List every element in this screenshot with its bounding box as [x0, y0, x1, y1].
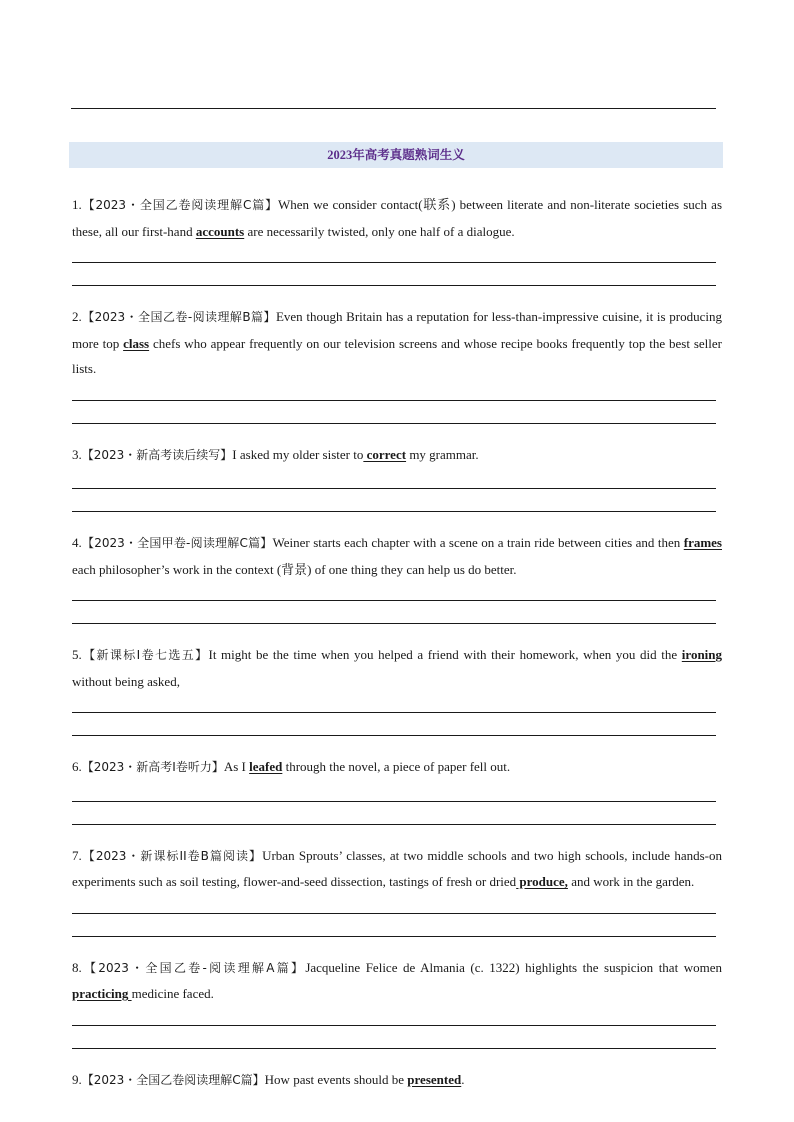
sentence-after: and work in the garden. [567, 874, 695, 889]
question-number: 7. [72, 847, 82, 863]
sentence-before: Even though Britain has a reputation for less-than-impressive cuisine, it is producing more top [72, 309, 722, 351]
answer-line[interactable] [72, 936, 716, 937]
question-text [72, 304, 722, 382]
question-item-5 [72, 642, 722, 736]
top-divider [71, 108, 716, 109]
question-text [72, 843, 722, 895]
answer-line[interactable] [72, 488, 716, 489]
sentence-before: When we consider contact(联系) between literate and non-literate societies such as these, all our first-hand [72, 197, 723, 239]
question-number: 3. [72, 446, 82, 462]
question-source: 【2023・全国乙卷-阅读理解B篇】 [81, 310, 276, 324]
keyword: accounts [195, 223, 245, 239]
question-source: 【2023・新高考I卷听力】 [81, 760, 224, 774]
sentence-after: my grammar. [406, 446, 479, 462]
question-item-6 [72, 754, 722, 825]
question-text [72, 754, 722, 781]
page-title: 2023年高考真题熟词生义 [69, 142, 723, 168]
question-source: 【新课标I卷七选五】 [81, 648, 209, 662]
sentence-before: Urban Sprouts’ classes, at two middle schools and two high schools, include hands-on experiments such as soil testing, flower-and-seed dissection, tastings of fresh or dried [72, 847, 722, 889]
question-source: 【2023・新课标II卷B篇阅读】 [81, 848, 263, 863]
question-source: 【2023・新高考读后续写】 [81, 447, 233, 462]
question-number: 4. [72, 535, 82, 550]
answer-line[interactable] [72, 1025, 716, 1026]
answer-line[interactable] [72, 712, 716, 713]
question-item-4 [72, 530, 722, 624]
sentence-after: each philosopher’s work in the context (背景) of one thing they can help us do better. [72, 561, 517, 577]
question-item-2 [72, 304, 722, 424]
answer-line[interactable] [72, 623, 716, 624]
answer-line[interactable] [72, 824, 716, 825]
answer-line[interactable] [72, 400, 716, 401]
keyword: ironing [681, 647, 723, 662]
answer-line[interactable] [72, 600, 716, 601]
question-item-9 [72, 1067, 722, 1094]
question-number: 8. [72, 959, 82, 975]
question-number: 1. [72, 197, 82, 212]
question-number: 5. [72, 647, 82, 662]
question-source: 【2023・全国乙卷-阅读理解A篇】 [81, 960, 306, 975]
answer-line[interactable] [72, 913, 716, 914]
keyword: class [123, 335, 150, 351]
sentence-after: . [461, 1071, 465, 1087]
question-number: 6. [72, 759, 82, 774]
sentence-after: chefs who appear frequently on our television screens and whose recipe books frequently top the best seller lists. [72, 335, 722, 376]
sentence-after: through the novel, a piece of paper fell out. [282, 759, 511, 774]
sentence-before: As I [223, 759, 250, 774]
question-text [72, 1067, 722, 1094]
keyword: produce, [516, 874, 568, 889]
question-source: 【2023・全国乙卷阅读理解C篇】 [81, 198, 279, 212]
answer-line[interactable] [72, 423, 716, 424]
question-text [72, 192, 722, 244]
question-item-1 [72, 192, 722, 286]
question-text [72, 442, 722, 469]
keyword: leafed [249, 759, 283, 774]
sentence-before: It might be the time when you helped a friend with their homework, when you did the [208, 647, 682, 662]
sentence-before: Jacqueline Felice de Almania (c. 1322) highlights the suspicion that women [305, 959, 722, 975]
sentence-after: medicine faced. [131, 986, 214, 1001]
question-item-7 [72, 843, 722, 937]
answer-line[interactable] [72, 801, 716, 802]
question-text [72, 642, 722, 694]
question-number: 9. [72, 1071, 82, 1087]
sentence-after: without being asked, [72, 673, 180, 689]
keyword: presented [407, 1071, 462, 1087]
sentence-before: How past events should be [264, 1071, 408, 1087]
answer-line[interactable] [72, 1048, 716, 1049]
keyword: practicing [72, 986, 132, 1001]
question-source: 【2023・全国甲卷-阅读理解C篇】 [81, 536, 273, 550]
answer-line[interactable] [72, 262, 716, 263]
keyword: correct [363, 446, 407, 462]
sentence-before: I asked my older sister to [232, 446, 364, 462]
question-list [72, 192, 722, 1093]
question-number: 2. [72, 309, 82, 324]
sentence-before: Weiner starts each chapter with a scene on a train ride between cities and then [272, 535, 684, 550]
sentence-after: are necessarily twisted, only one half of a dialogue. [244, 223, 515, 239]
answer-line[interactable] [72, 285, 716, 286]
question-text [72, 955, 722, 1007]
answer-line[interactable] [72, 735, 716, 736]
keyword: frames [683, 535, 722, 550]
question-text [72, 530, 722, 582]
question-source: 【2023・全国乙卷阅读理解C篇】 [81, 1072, 265, 1087]
question-item-3 [72, 442, 722, 513]
answer-line[interactable] [72, 511, 716, 512]
question-item-8 [72, 955, 722, 1049]
